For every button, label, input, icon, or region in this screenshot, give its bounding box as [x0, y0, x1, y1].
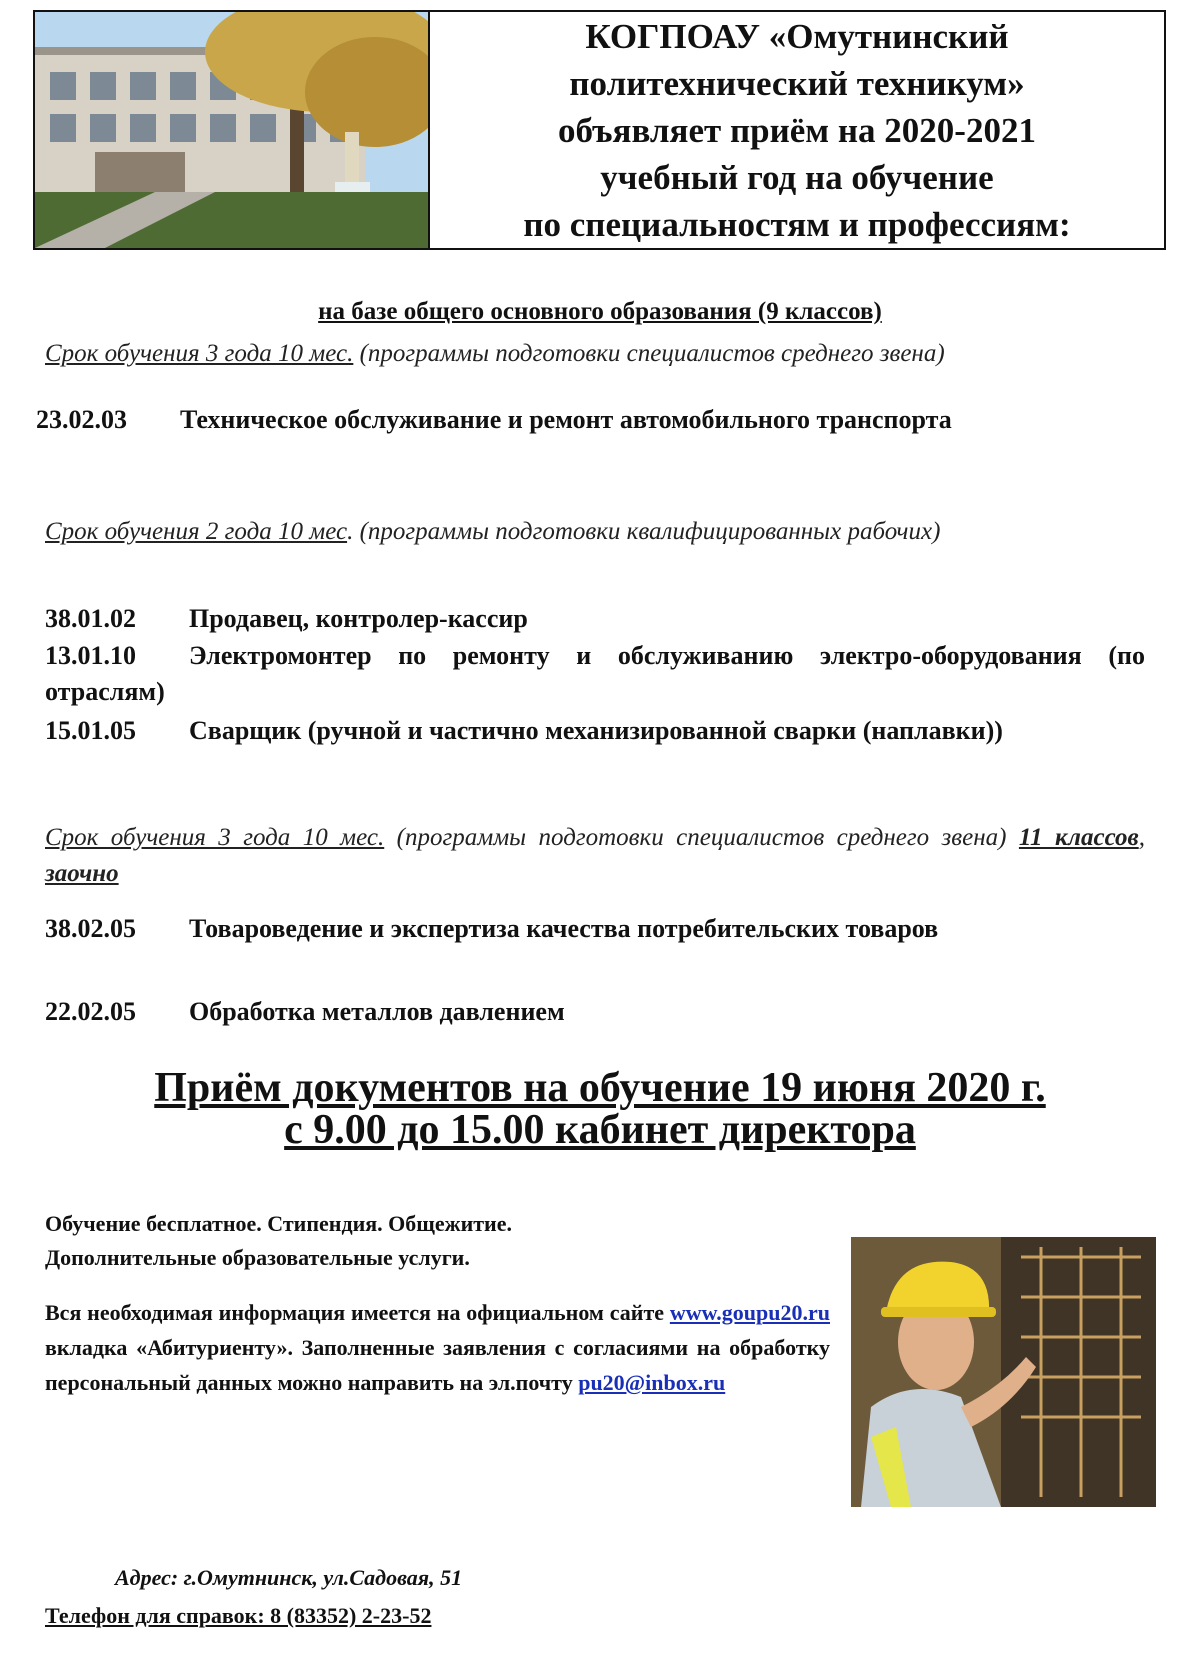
program-item [45, 713, 1145, 749]
program-code: 23.02.03 [36, 405, 127, 434]
header-title-line: учебный год на обучение [600, 157, 994, 197]
program-name: Товароведение и экспертиза качества потребительских товаров [189, 914, 939, 943]
program-item [45, 601, 1145, 637]
header-title [430, 12, 1164, 248]
program-item [45, 991, 1145, 1033]
info-paragraph [45, 1295, 830, 1400]
term-section-3 [45, 820, 1145, 892]
program-item [45, 908, 1045, 950]
term-description: (программы подготовки специалистов среднего звена) [353, 340, 945, 367]
program-item [45, 638, 1145, 710]
term-duration: Срок обучения 3 года 10 мес. [45, 824, 385, 851]
email-link[interactable]: pu20@inbox.ru [578, 1370, 726, 1395]
electrician-photo [851, 1237, 1156, 1507]
header-title-line: политехнический техникум» [569, 63, 1025, 103]
term-duration: Срок обучения 3 года 10 мес. [45, 340, 354, 367]
program-name: Электромонтер по ремонту и обслуживанию электро-оборудования (по отраслям) [45, 641, 1145, 706]
base-heading: на базе общего основного образования (9 классов) [318, 298, 882, 325]
program-name: Обработка металлов давлением [189, 997, 565, 1026]
phone: Телефон для справок: 8 (83352) 2-23-52 [45, 1603, 432, 1628]
reception-line-2: с 9.00 до 15.00 кабинет директора [284, 1107, 916, 1153]
term-classes: 11 классов [1018, 824, 1139, 851]
program-item [36, 402, 1136, 438]
benefits [45, 1207, 805, 1275]
program-code: 13.01.10 [45, 641, 136, 670]
term-separator: , [1138, 824, 1145, 851]
address: Адрес: г.Омутнинск, ул.Садовая, 51 [115, 1565, 463, 1590]
benefits-line-1: Обучение бесплатное. Стипендия. Общежитие. [45, 1211, 512, 1236]
term-section-2 [45, 514, 1155, 550]
info-text: вкладка «Абитуриенту». Заполненные заявления с согласиями на обработку персональный данных можно направить на эл.почту [45, 1335, 830, 1395]
program-code: 15.01.05 [45, 716, 136, 745]
header-title-line: КОГПОАУ «Омутнинский [585, 16, 1009, 56]
term-duration: Срок обучения 2 года 10 мес [45, 518, 348, 545]
building-photo [35, 12, 430, 248]
reception-line-1: Приём документов на обучение 19 июня 2020 г. [154, 1065, 1046, 1111]
header-title-line: объявляет приём на 2020-2021 [558, 110, 1036, 150]
info-text: Вся необходимая информация имеется на официальном сайте [45, 1300, 670, 1325]
program-name: Продавец, контролер-кассир [189, 604, 528, 633]
benefits-line-2: Дополнительные образовательные услуги. [45, 1245, 470, 1270]
site-link[interactable]: www.goupu20.ru [669, 1300, 830, 1325]
program-code: 38.02.05 [45, 914, 136, 943]
header-box [33, 10, 1166, 250]
header-title-line: по специальностям и профессиям: [523, 204, 1071, 244]
term-section-1 [45, 336, 1145, 372]
program-code: 22.02.05 [45, 997, 136, 1026]
term-form: заочно [45, 860, 119, 887]
term-description: (программы подготовки специалистов среднего звена) [384, 824, 1019, 851]
program-name: Техническое обслуживание и ремонт автомобильного транспорта [180, 405, 952, 434]
term-description: . (программы подготовки квалифицированных рабочих) [347, 518, 941, 545]
program-code: 38.01.02 [45, 604, 136, 633]
program-name: Сварщик (ручной и частично механизированной сварки (наплавки)) [189, 716, 1003, 745]
